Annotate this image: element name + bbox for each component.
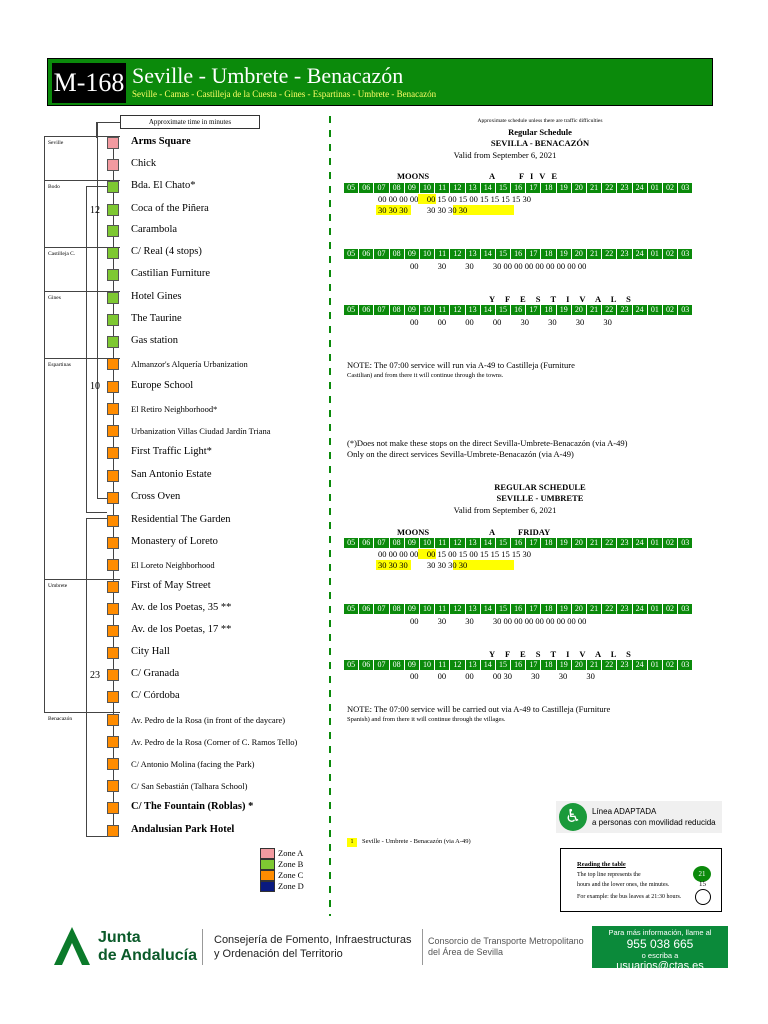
stop-name: Castilian Furniture — [131, 268, 211, 279]
hours-row — [344, 538, 693, 548]
stop-zone-marker — [107, 691, 119, 703]
hour-cell: 10 — [420, 183, 435, 193]
route-code: M-168 — [52, 63, 126, 103]
stop-name: Europe School — [131, 380, 194, 391]
hour-cell: 09 — [405, 660, 420, 670]
stop-zone-marker — [107, 225, 119, 237]
stop-zone-marker — [107, 181, 119, 193]
hour-cell: 22 — [602, 183, 617, 193]
stop-name: First of May Street — [131, 580, 211, 591]
stop-zone-marker — [107, 581, 119, 593]
day-label-festivals: Y F E S T I V A L S — [489, 294, 635, 304]
hour-cell: 10 — [420, 538, 435, 548]
stop-zone-marker — [107, 269, 119, 281]
hour-cell: 09 — [405, 604, 420, 614]
stop-zone-marker — [107, 425, 119, 437]
minutes-row: 30 30 30 30 30 30 30 — [378, 205, 468, 215]
stop-zone-marker — [107, 204, 119, 216]
hour-cell: 24 — [633, 305, 648, 315]
hour-cell: 21 — [587, 660, 602, 670]
contact-phone[interactable]: 955 038 665 — [626, 937, 694, 951]
hour-cell: 15 — [496, 538, 511, 548]
hour-cell: 18 — [541, 538, 556, 548]
schedule-direction: SEVILLE - UMBRETE — [496, 493, 584, 503]
stop-name: C/ Real (4 stops) — [131, 246, 202, 257]
stop-zone-marker — [107, 492, 119, 504]
consejeria-name: Consejería de Fomento, Infraestructuras — [214, 934, 412, 946]
hour-cell: 19 — [557, 660, 572, 670]
stop-name: Andalusian Park Hotel — [131, 824, 235, 835]
hour-cell: 23 — [617, 660, 632, 670]
junta-name: Junta — [98, 929, 141, 946]
hour-cell: 01 — [648, 183, 663, 193]
minutes-row: 00 00 00 00 00 15 00 15 00 15 15 15 15 30 — [378, 194, 531, 204]
stop-zone-marker — [107, 537, 119, 549]
hour-cell: 12 — [450, 305, 465, 315]
hour-cell: 16 — [511, 660, 526, 670]
hour-cell: 22 — [602, 538, 617, 548]
consorcio-name: del Área de Sevilla — [428, 947, 504, 957]
hour-cell: 02 — [663, 604, 678, 614]
hour-cell: 03 — [678, 538, 693, 548]
hours-row — [344, 660, 693, 670]
town-label: Seville — [48, 140, 64, 146]
hour-cell: 02 — [663, 183, 678, 193]
town-label: Castilleja C. — [48, 251, 76, 257]
route-header — [47, 58, 713, 106]
stop-name: Av. de los Poetas, 35 ** — [131, 602, 232, 613]
hour-cell: 16 — [511, 183, 526, 193]
hour-cell: 12 — [450, 249, 465, 259]
hour-cell: 18 — [541, 604, 556, 614]
stop-zone-marker — [107, 515, 119, 527]
hours-row — [344, 183, 693, 193]
hour-cell: 09 — [405, 249, 420, 259]
minutes-row: 00 00 00 00 30 30 30 30 — [410, 671, 595, 681]
hour-cell: 06 — [359, 660, 374, 670]
hour-cell: 14 — [481, 660, 496, 670]
hour-cell: 16 — [511, 249, 526, 259]
hour-cell: 12 — [450, 538, 465, 548]
stop-zone-marker — [107, 625, 119, 637]
hour-cell: 23 — [617, 183, 632, 193]
hour-cell: 08 — [390, 538, 405, 548]
stop-name: Chick — [131, 158, 157, 169]
legend-swatch — [260, 848, 275, 859]
schedule-valid: Valid from September 6, 2021 — [453, 505, 557, 515]
reading-min-example: 15 — [699, 880, 706, 888]
schedule-valid: Valid from September 6, 2021 — [453, 150, 557, 160]
hour-cell: 03 — [678, 604, 693, 614]
contact-write: o escriba a — [641, 951, 679, 960]
stop-zone-marker — [107, 314, 119, 326]
hour-cell: 05 — [344, 538, 359, 548]
hour-cell: 24 — [633, 249, 648, 259]
hour-cell: 16 — [511, 305, 526, 315]
hour-cell: 23 — [617, 305, 632, 315]
hour-cell: 22 — [602, 249, 617, 259]
contact-box — [592, 926, 728, 972]
stop-name: C/ Antonio Molina (facing the Park) — [131, 759, 255, 769]
stop-zone-marker — [107, 736, 119, 748]
hour-cell: 13 — [466, 305, 481, 315]
hour-cell: 09 — [405, 305, 420, 315]
stop-zone-marker — [107, 669, 119, 681]
stop-zone-marker — [107, 381, 119, 393]
hour-cell: 03 — [678, 249, 693, 259]
hour-cell: 15 — [496, 305, 511, 315]
contact-info: Para más información, llame al — [608, 928, 712, 937]
hour-cell: 23 — [617, 249, 632, 259]
hours-row — [344, 249, 693, 259]
note-text: (*)Does not make these stops on the direct Sevilla-Umbrete-Benacazón (via A-49) — [347, 438, 628, 448]
hour-cell: 05 — [344, 183, 359, 193]
stop-zone-marker — [107, 470, 119, 482]
town-label: Gines — [48, 295, 61, 301]
hour-cell: 24 — [633, 183, 648, 193]
adapted-line-badge — [556, 801, 722, 833]
hour-cell: 20 — [572, 183, 587, 193]
hour-cell: 11 — [435, 660, 450, 670]
hour-cell: 22 — [602, 305, 617, 315]
town-label: Bodo — [48, 184, 60, 190]
hour-cell: 19 — [557, 305, 572, 315]
hour-cell: 21 — [587, 249, 602, 259]
minutes-row: 00 00 00 00 00 15 00 15 00 15 15 15 15 30 — [378, 549, 531, 559]
hour-cell: 07 — [374, 305, 389, 315]
route-title: Seville - Umbrete - Benacazón — [132, 63, 404, 88]
hour-cell: 16 — [511, 604, 526, 614]
footnote-key: 1 — [347, 838, 357, 847]
stop-name: Almanzor's Alquería Urbanization — [131, 359, 248, 369]
stop-zone-marker — [107, 647, 119, 659]
stop-name: Av. Pedro de la Rosa (in front of the daycare) — [131, 715, 286, 725]
minutes-label: 10 — [90, 381, 100, 392]
hours-row — [344, 305, 693, 315]
hour-cell: 14 — [481, 305, 496, 315]
hour-cell: 10 — [420, 305, 435, 315]
hour-cell: 10 — [420, 604, 435, 614]
hour-cell: 05 — [344, 249, 359, 259]
stop-zone-marker — [107, 292, 119, 304]
hour-cell: 01 — [648, 249, 663, 259]
schedule-heading: REGULAR SCHEDULE — [494, 482, 586, 492]
stop-name: Monastery of Loreto — [131, 536, 218, 547]
town-label: Umbrete — [48, 583, 68, 589]
note-text: NOTE: The 07:00 service will be carried out via A-49 to Castilleja (Furniture — [347, 704, 611, 714]
legend-swatch — [260, 859, 275, 870]
stop-name: The Taurine — [131, 313, 182, 324]
town-label: Benacazón — [48, 716, 73, 722]
hour-cell: 17 — [526, 538, 541, 548]
day-label-a: A — [489, 527, 496, 537]
stop-name: Bda. El Chato* — [131, 180, 196, 191]
hour-cell: 05 — [344, 305, 359, 315]
hour-cell: 24 — [633, 604, 648, 614]
hour-cell: 14 — [481, 183, 496, 193]
hour-cell: 20 — [572, 305, 587, 315]
contact-email[interactable]: usuarios@ctas.es — [616, 960, 704, 972]
hour-cell: 09 — [405, 538, 420, 548]
hour-cell: 05 — [344, 660, 359, 670]
footer — [50, 925, 730, 972]
hour-cell: 20 — [572, 538, 587, 548]
hour-cell: 07 — [374, 660, 389, 670]
hour-cell: 09 — [405, 183, 420, 193]
hour-cell: 16 — [511, 538, 526, 548]
stop-zone-marker — [107, 559, 119, 571]
reading-title: Reading the table — [577, 861, 626, 868]
hour-cell: 15 — [496, 183, 511, 193]
legend-swatch — [260, 881, 275, 892]
minutes-row: 00 00 00 00 30 30 30 30 — [410, 317, 612, 327]
hour-cell: 15 — [496, 660, 511, 670]
hour-cell: 01 — [648, 604, 663, 614]
hour-cell: 13 — [466, 249, 481, 259]
hour-cell: 01 — [648, 305, 663, 315]
divider — [329, 116, 331, 916]
hour-cell: 11 — [435, 538, 450, 548]
consorcio-name: Consorcio de Transporte Metropolitano — [428, 936, 584, 946]
stop-name: Cross Oven — [131, 491, 181, 502]
day-label-five: F I V E — [519, 171, 560, 181]
hour-cell: 13 — [466, 538, 481, 548]
reading-line: hours and the lower ones, the minutes. — [577, 882, 670, 888]
hour-cell: 20 — [572, 249, 587, 259]
stop-zone-marker — [107, 358, 119, 370]
hour-cell: 19 — [557, 183, 572, 193]
stop-name: El Loreto Neighborhood — [131, 560, 215, 570]
day-label-a: A — [489, 171, 496, 181]
legend-label: Zone B — [278, 859, 304, 869]
hour-cell: 06 — [359, 538, 374, 548]
hour-cell: 11 — [435, 249, 450, 259]
hour-cell: 21 — [587, 183, 602, 193]
day-label-moons: MOONS — [397, 527, 430, 537]
hour-cell: 20 — [572, 604, 587, 614]
hour-cell: 18 — [541, 305, 556, 315]
hour-cell: 13 — [466, 604, 481, 614]
day-label-moons: MOONS — [397, 171, 430, 181]
reading-line: For example: the bus leaves at 21:30 hours. — [577, 894, 682, 900]
stop-zone-marker — [107, 403, 119, 415]
hour-cell: 19 — [557, 604, 572, 614]
stop-name: Av. de los Poetas, 17 ** — [131, 624, 232, 635]
hour-cell: 17 — [526, 249, 541, 259]
hour-cell: 01 — [648, 538, 663, 548]
day-label-festivals: Y F E S T I V A L S — [489, 649, 635, 659]
hour-cell: 13 — [466, 660, 481, 670]
hour-cell: 06 — [359, 249, 374, 259]
reading-line: The top line represents the — [577, 872, 641, 878]
hour-cell: 11 — [435, 183, 450, 193]
stop-name: First Traffic Light* — [131, 446, 212, 457]
stop-name: C/ Granada — [131, 668, 180, 679]
hour-cell: 08 — [390, 604, 405, 614]
minutes-row: 30 30 30 30 30 30 30 — [378, 560, 468, 570]
hour-cell: 03 — [678, 183, 693, 193]
reading-table-box — [560, 848, 722, 912]
adapted-line2: a personas con movilidad reducida — [592, 818, 716, 827]
hour-cell: 24 — [633, 538, 648, 548]
stop-name: Arms Square — [131, 136, 191, 147]
stop-zone-marker — [107, 447, 119, 459]
hour-cell: 08 — [390, 305, 405, 315]
stop-zone-marker — [107, 714, 119, 726]
hour-cell: 24 — [633, 660, 648, 670]
stop-name: El Retiro Neighborhood* — [131, 404, 218, 414]
hour-cell: 02 — [663, 660, 678, 670]
stop-name: Hotel Gines — [131, 291, 182, 302]
hour-cell: 10 — [420, 660, 435, 670]
hour-cell: 13 — [466, 183, 481, 193]
minutes-label: 12 — [90, 205, 100, 216]
hour-cell: 07 — [374, 538, 389, 548]
hour-cell: 02 — [663, 538, 678, 548]
hour-cell: 10 — [420, 249, 435, 259]
stop-zone-marker — [107, 336, 119, 348]
stop-name: San Antonio Estate — [131, 469, 212, 480]
stop-zone-marker — [107, 247, 119, 259]
hour-cell: 01 — [648, 660, 663, 670]
hour-cell: 06 — [359, 183, 374, 193]
hour-cell: 06 — [359, 604, 374, 614]
stop-name: Urbanization Villas Ciudad Jardín Triana — [131, 426, 271, 436]
note-text: Spanish) and from there it will continue through the villages. — [347, 716, 506, 723]
hour-cell: 17 — [526, 183, 541, 193]
hour-cell: 05 — [344, 604, 359, 614]
hour-cell: 08 — [390, 183, 405, 193]
note-text: NOTE: The 07:00 service will run via A-49 to Castilleja (Furniture — [347, 360, 575, 370]
hour-cell: 14 — [481, 604, 496, 614]
hour-cell: 23 — [617, 604, 632, 614]
hour-cell: 07 — [374, 183, 389, 193]
hour-cell: 07 — [374, 604, 389, 614]
legend-label: Zone D — [278, 881, 304, 891]
stop-name: C/ Córdoba — [131, 690, 180, 701]
legend-label: Zone C — [278, 870, 304, 880]
footnote-text: Seville - Umbrete - Benacazón (via A-49) — [362, 838, 471, 845]
hour-cell: 18 — [541, 249, 556, 259]
route-subtitle: Seville - Camas - Castilleja de la Cuesta - Gines - Espartinas - Umbrete - Benacazón — [132, 89, 437, 99]
hour-cell: 08 — [390, 249, 405, 259]
minutes-label: 23 — [90, 670, 100, 681]
approx-time-label: Approximate time in minutes — [120, 115, 260, 129]
note-text: Only on the direct services Sevilla-Umbrete-Benacazón (via A-49) — [347, 449, 574, 459]
stop-zone-marker — [107, 137, 119, 149]
hour-cell: 22 — [602, 660, 617, 670]
hour-cell: 22 — [602, 604, 617, 614]
hour-cell: 17 — [526, 305, 541, 315]
stop-zone-marker — [107, 825, 119, 837]
reading-hour-example: 21 — [693, 866, 711, 882]
hours-row — [344, 604, 693, 614]
hour-cell: 14 — [481, 249, 496, 259]
town-label: Espartinas — [48, 362, 71, 368]
hour-cell: 11 — [435, 305, 450, 315]
hour-cell: 21 — [587, 604, 602, 614]
circle-icon — [695, 889, 711, 905]
hour-cell: 15 — [496, 249, 511, 259]
stop-name: C/ The Fountain (Roblas) * — [131, 801, 254, 812]
schedule-note-small: Approximate schedule unless there are traffic difficulties — [477, 118, 603, 124]
note-text: Castilian) and from there it will continue through the towns. — [347, 372, 504, 379]
hour-cell: 08 — [390, 660, 405, 670]
hour-cell: 15 — [496, 604, 511, 614]
minutes-row: 00 30 30 30 00 00 00 00 00 00 00 00 — [410, 616, 587, 626]
day-label-friday: FRIDAY — [518, 527, 551, 537]
minutes-row: 00 30 30 30 00 00 00 00 00 00 00 00 — [410, 261, 587, 271]
hour-cell: 17 — [526, 604, 541, 614]
schedule-heading: Regular Schedule — [508, 127, 572, 137]
stop-name: Carambola — [131, 224, 178, 235]
stop-zone-marker — [107, 780, 119, 792]
stop-name: Gas station — [131, 335, 178, 346]
hour-cell: 17 — [526, 660, 541, 670]
hour-cell: 21 — [587, 305, 602, 315]
legend-label: Zone A — [278, 848, 304, 858]
stop-zone-marker — [107, 802, 119, 814]
hour-cell: 18 — [541, 183, 556, 193]
hour-cell: 23 — [617, 538, 632, 548]
hour-cell: 11 — [435, 604, 450, 614]
hour-cell: 02 — [663, 249, 678, 259]
hour-cell: 06 — [359, 305, 374, 315]
hour-cell: 19 — [557, 249, 572, 259]
wheelchair-icon: ♿ — [559, 803, 587, 831]
schedule-direction: SEVILLA - BENACAZÓN — [490, 138, 590, 148]
hour-cell: 14 — [481, 538, 496, 548]
stop-name: City Hall — [131, 646, 170, 657]
hour-cell: 19 — [557, 538, 572, 548]
adapted-line1: Línea ADAPTADA — [592, 807, 657, 816]
stop-zone-marker — [107, 603, 119, 615]
stop-name: Residential The Garden — [131, 514, 231, 525]
stop-zone-marker — [107, 758, 119, 770]
junta-logo-icon — [54, 927, 90, 965]
hour-cell: 12 — [450, 604, 465, 614]
hour-cell: 02 — [663, 305, 678, 315]
stop-name: C/ San Sebastián (Talhara School) — [131, 781, 248, 791]
hour-cell: 12 — [450, 660, 465, 670]
hour-cell: 07 — [374, 249, 389, 259]
stop-name: Av. Pedro de la Rosa (Corner of C. Ramos Tello) — [131, 737, 298, 747]
hour-cell: 03 — [678, 305, 693, 315]
hour-cell: 12 — [450, 183, 465, 193]
stop-zone-marker — [107, 159, 119, 171]
junta-name: de Andalucía — [98, 947, 197, 964]
hour-cell: 21 — [587, 538, 602, 548]
consejeria-name: y Ordenación del Territorio — [214, 948, 343, 960]
stop-name: Coca of the Piñera — [131, 203, 209, 214]
legend-swatch — [260, 870, 275, 881]
hour-cell: 20 — [572, 660, 587, 670]
hour-cell: 03 — [678, 660, 693, 670]
hour-cell: 18 — [541, 660, 556, 670]
